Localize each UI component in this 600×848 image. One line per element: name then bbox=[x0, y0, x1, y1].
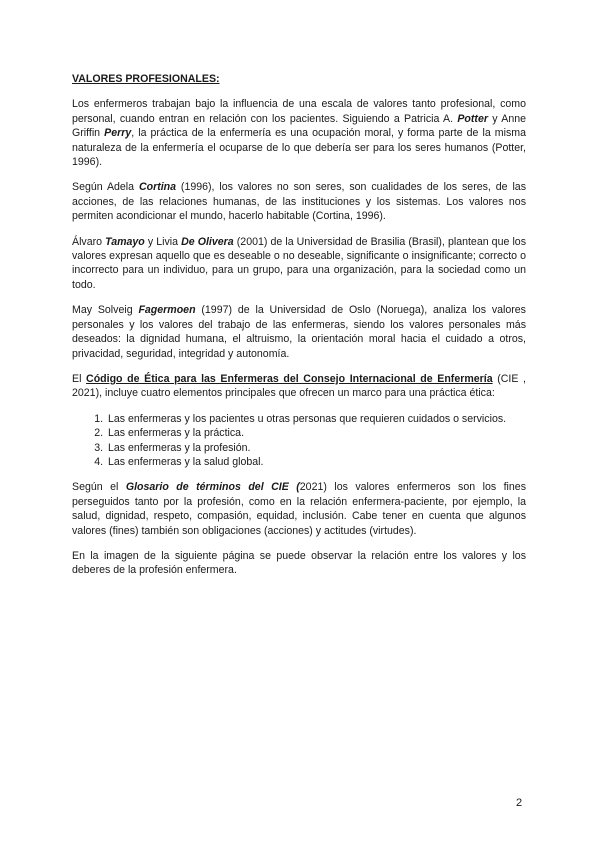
author-name: Cortina bbox=[138, 181, 177, 194]
author-name: Tamayo bbox=[105, 235, 145, 248]
list-item: 2. Las enfermeras y la práctica. bbox=[106, 426, 526, 440]
list-item: 1. Las enfermeras y los pacientes u otras personas que requieren cuidados o servicios. bbox=[106, 412, 526, 426]
text: May Solveig bbox=[72, 304, 139, 317]
paragraph-potter-perry bbox=[72, 97, 526, 169]
author-name: De Olivera bbox=[181, 235, 234, 248]
text: Los enfermeros trabajan bajo la influencia de una escala de valores tanto profesional, como personal, cuando entran en relación con los pacientes. Siguiendo a Patricia A. bbox=[72, 98, 526, 125]
paragraph-imagen: En la imagen de la siguiente página se puede observar la relación entre los valores y los deberes de la profesión enfermera. bbox=[72, 549, 526, 577]
document-title: Glosario de términos del CIE ( bbox=[125, 481, 300, 494]
text: 2021) los valores enfermeros son los fines perseguidos tanto por la profesión, como en la relación enfermera-paciente, por ejemplo, la salud, dignidad, respeto, compasión, equidad, inclusión. Cabe tener en cuenta que algunos valores (fines) también son obligaciones (acciones) y actitudes (virtudes). bbox=[72, 481, 526, 537]
text: Álvaro bbox=[72, 235, 106, 248]
text: y Anne Griffin bbox=[72, 112, 526, 140]
section-heading: VALORES PROFESIONALES: bbox=[72, 73, 220, 85]
page-content bbox=[72, 72, 526, 589]
paragraph-glosario bbox=[72, 480, 526, 538]
list-item: 4. Las enfermeras y la salud global. bbox=[106, 455, 526, 469]
author-name: Perry bbox=[104, 127, 132, 140]
paragraph-fagermoen bbox=[72, 303, 526, 361]
text: y Livia bbox=[144, 235, 182, 248]
text: (1997) de la Universidad de Oslo (Noruega), analiza los valores personales y los valores del trabajo de las enfermeras, siendo los valores personales más deseados: la dignidad humana, el altruismo, la orientación moral hacia el cuidado a otros, privacidad, seguridad, integridad y autonomía. bbox=[72, 304, 526, 360]
text: (2001) de la Universidad de Brasilia (Brasil), plantean que los valores expresan aquello que es deseable o no deseable, significante o insignificante; correcto o incorrecto para un individuo, para un grupo, para una organización, para la sociedad como un todo. bbox=[72, 235, 526, 291]
list-item: 3. Las enfermeras y la profesión. bbox=[106, 441, 526, 455]
page-number: 2 bbox=[516, 797, 523, 809]
author-name: Fagermoen bbox=[138, 304, 196, 317]
elements-list bbox=[72, 412, 526, 470]
paragraph-codigo-etica bbox=[72, 372, 526, 401]
text: Según Adela bbox=[72, 181, 139, 194]
paragraph-tamayo-olivera bbox=[72, 235, 526, 293]
document-title: Código de Ética para las Enfermeras del Consejo Internacional de Enfermería bbox=[86, 372, 493, 385]
text: Según el bbox=[72, 481, 126, 494]
paragraph-cortina bbox=[72, 180, 526, 223]
text: (CIE , 2021), incluye cuatro elementos principales que ofrecen un marco para una práctica ética: bbox=[72, 372, 526, 400]
author-name: Potter bbox=[457, 112, 488, 125]
text: (1996), los valores no son seres, son cualidades de los seres, de las acciones, de las relaciones humanas, de las instituciones y los sistemas. Los valores nos permiten acondicionar el mundo, hacerlo habitable (Cortina, 1996). bbox=[72, 181, 526, 223]
text: , la práctica de la enfermería es una ocupación moral, y forma parte de la misma naturaleza de la enfermería el ocuparse de lo que debería ser para los seres humanos (Potter, 1996). bbox=[72, 127, 526, 169]
text: El bbox=[72, 372, 87, 385]
